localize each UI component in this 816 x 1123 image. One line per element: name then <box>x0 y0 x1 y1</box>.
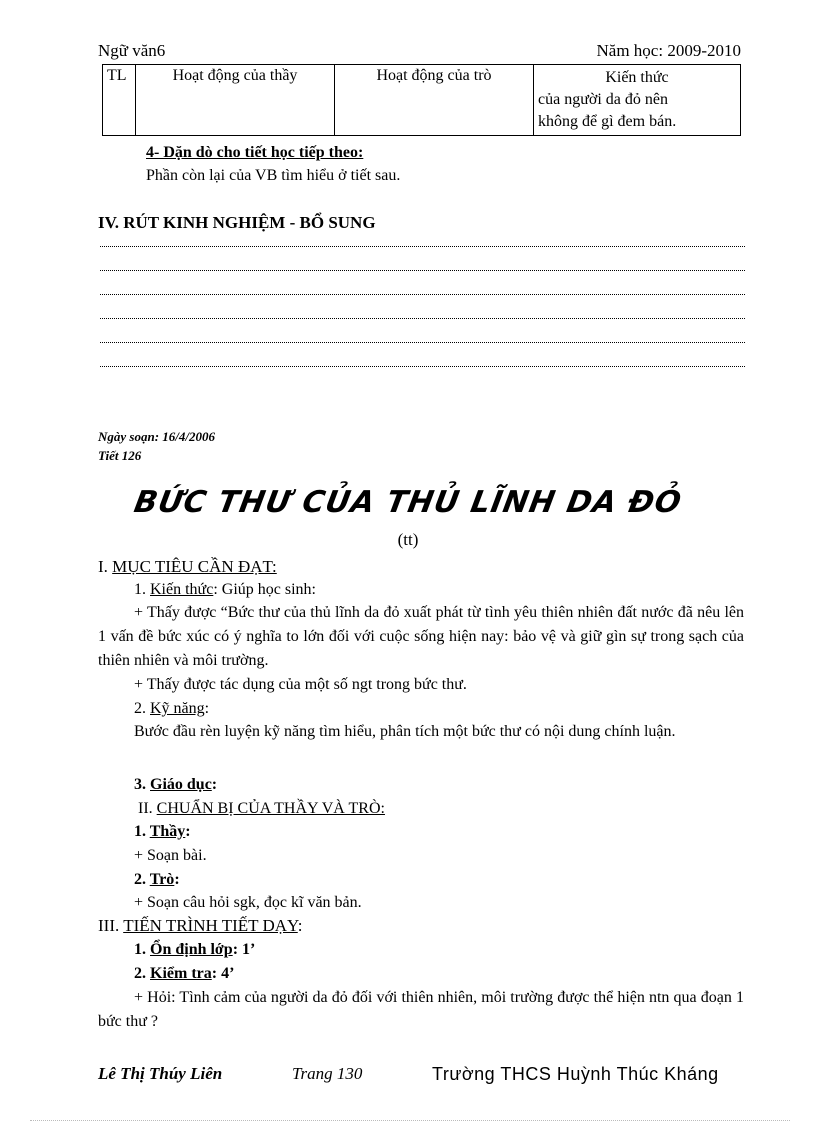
table-row <box>103 65 741 136</box>
dotted-line <box>100 294 745 295</box>
section-1-prefix: I. <box>98 557 113 576</box>
knowledge-title: Kiến thức <box>605 69 669 86</box>
page-title: BỨC THƯ CỦA THỦ LĨNH DA ĐỎ <box>131 485 685 520</box>
page-bottom-divider <box>30 1120 790 1121</box>
check-question: + Hỏi: Tình cảm của người da đỏ đối với thiên nhiên, môi trường được thể hiện ntn qua đoạn 1 bức thư ? <box>98 989 744 1030</box>
table-cell-tl: TL <box>103 65 136 136</box>
section-3-title: TIẾN TRÌNH TIẾT DẠY <box>123 916 298 935</box>
knowledge-paragraph-1: + Thấy được “Bức thư của thủ lĩnh da đỏ xuất phát từ tình yêu thiên nhiên đất nước đã nêu lên 1 vấn đề bức xúc có ý nghĩa to lớn đối với cuộc sống hiện nay: bảo vệ và giữ gìn sự trong sạch của thiên nhiên và môi trường. <box>98 604 744 669</box>
step-1-number: 1. <box>134 941 150 958</box>
table-cell-student: Hoạt động của trò <box>335 65 534 136</box>
lesson-date: Ngày soạn: 16/4/2006 <box>98 429 215 444</box>
review-heading: IV. RÚT KINH NGHIỆM - BỔ SUNG <box>98 213 376 232</box>
teacher-number: 1. <box>134 823 150 840</box>
activity-table <box>102 64 741 136</box>
education-heading <box>134 773 744 797</box>
knowledge-line: của người da đỏ nên <box>538 91 668 108</box>
footer-page-number: Trang 130 <box>292 1064 363 1083</box>
knowledge-line: không để gì đem bán. <box>538 113 677 130</box>
student-number: 2. <box>134 871 150 888</box>
knowledge-paragraph-2: + Thấy được tác dụng của một số ngt trong bức thư. <box>134 676 467 693</box>
table-cell-knowledge <box>534 65 741 136</box>
section-3-colon: : <box>297 916 303 935</box>
homework-heading-text: 4- Dặn dò cho tiết học tiếp theo: <box>146 144 364 161</box>
footer-author: Lê Thị Thúy Liên <box>98 1064 223 1083</box>
homework-text: Phần còn lại của VB tìm hiểu ở tiết sau. <box>146 167 401 184</box>
step-2-label: Kiểm tra <box>150 965 212 982</box>
section-1-heading <box>98 555 744 579</box>
dotted-line <box>100 366 745 367</box>
education-colon: : <box>211 776 218 793</box>
section-3-prefix: III. <box>98 916 124 935</box>
teacher-colon: : <box>185 823 191 840</box>
knowledge-intro: : Giúp học sinh: <box>213 581 316 598</box>
step-2-duration: : 4’ <box>211 965 235 982</box>
dotted-line <box>100 270 745 271</box>
lesson-period: Tiết 126 <box>98 448 142 463</box>
step-2 <box>134 962 744 986</box>
section-2-prefix: II. <box>138 800 157 817</box>
education-number: 3. <box>134 776 150 793</box>
subject-label: Ngữ văn6 <box>98 41 166 60</box>
education-label: Giáo dục <box>150 776 212 793</box>
teacher-heading <box>134 820 744 844</box>
teacher-text: + Soạn bài. <box>134 847 207 864</box>
student-label: Trò <box>149 871 175 888</box>
knowledge-label: Kiến thức <box>150 581 214 598</box>
school-year: Năm học: 2009-2010 <box>596 41 741 60</box>
skill-colon: : <box>204 700 210 717</box>
section-3-heading <box>98 914 744 938</box>
student-heading <box>134 868 744 892</box>
step-2-number: 2. <box>134 965 150 982</box>
student-colon: : <box>174 871 180 888</box>
homework-heading <box>146 141 746 165</box>
skill-number: 2. <box>134 700 150 717</box>
footer-school: Trường THCS Huỳnh Thúc Kháng <box>432 1064 719 1084</box>
skill-paragraph: Bước đầu rèn luyện kỹ năng tìm hiểu, phân tích một bức thư có nội dung chính luận. <box>134 723 676 740</box>
knowledge-heading <box>134 578 744 602</box>
step-1 <box>134 938 744 962</box>
knowledge-number: 1. <box>134 581 150 598</box>
skill-heading <box>134 697 744 721</box>
student-text: + Soạn câu hỏi sgk, đọc kĩ văn bản. <box>134 894 362 911</box>
dotted-line <box>100 246 745 247</box>
section-1-title: MỤC TIÊU CẦN ĐẠT: <box>112 557 277 576</box>
page-subtitle: (tt) <box>397 530 419 549</box>
section-2-heading <box>138 797 744 821</box>
section-2-title: CHUẨN BỊ CỦA THẦY VÀ TRÒ: <box>156 800 385 817</box>
dotted-line <box>100 318 745 319</box>
dotted-line <box>100 342 745 343</box>
skill-label: Kỹ năng <box>150 700 205 717</box>
step-1-label: Ổn định lớp <box>150 941 233 958</box>
table-cell-teacher: Hoạt động của thầy <box>136 65 335 136</box>
step-1-duration: : 1’ <box>232 941 256 958</box>
teacher-label: Thầy <box>149 823 186 840</box>
